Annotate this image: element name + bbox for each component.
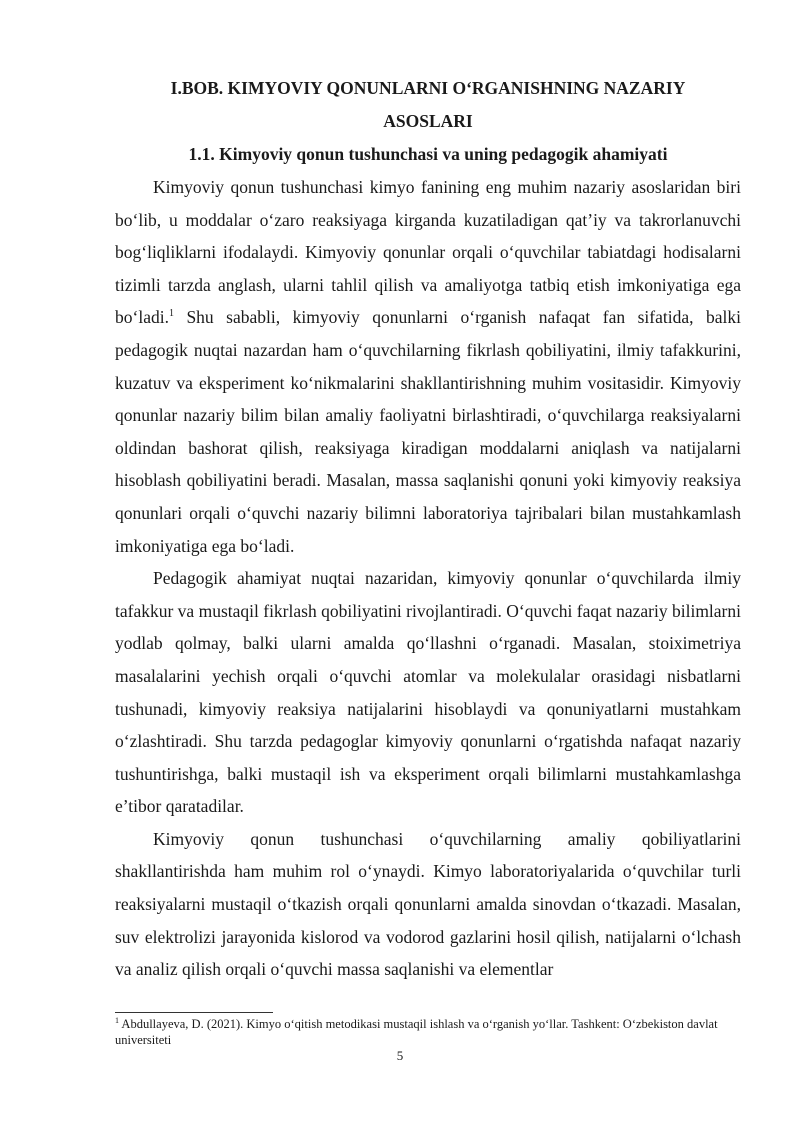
section-title: 1.1. Kimyoviy qonun tushunchasi va uning pedagogik ahamiyati	[188, 144, 668, 164]
paragraph-1-text-before-ref: Kimyoviy qonun tushunchasi kimyo fanining eng muhim nazariy asoslaridan biri bo‘lib, u moddalar o‘zaro reaksiyaga kirganda kuzatiladigan qat’iy va takrorlanuvchi bog‘liqliklarni ifodalaydi. Kimyoviy qonunlar orqali o‘quvchilar tabiatdagi hodisalarni tizimli tarzda anglash, ularni tahlil qilish va amaliyotga tatbiq etish imkoniyatiga ega bo‘ladi.	[115, 177, 741, 328]
footnote	[115, 1016, 741, 1048]
paragraph-1-text-after-ref: Shu sababli, kimyoviy qonunlarni o‘rganish nafaqat fan sifatida, balki pedagogik nuqtai nazardan ham o‘quvchilarning fikrlash qobiliyatini, ilmiy tafakkurini, kuzatuv va eksperiment ko‘nikmalarini shakllantirishning muhim vositasidir. Kimyoviy qonunlar nazariy bilim bilan amaliy faoliyatni birlashtiradi, o‘quvchilarga reaksiyalarni oldindan bashorat qilish, reaksiyaga kiradigan moddalarni aniqlash va natijalarni hisoblash qobiliyatini beradi. Masalan, massa saqlanishi qonuni yoki kimyoviy reaksiya qonunlari orqali o‘quvchi nazariy bilimni laboratoriya tajribalari bilan mustahkamlash imkoniyatiga ega bo‘ladi.	[115, 307, 741, 556]
footnote-text: Abdullayeva, D. (2021). Kimyo o‘qitish metodikasi mustaqil ishlash va o‘rganish yo‘llar. Tashkent: O‘zbekiston davlat universiteti	[115, 1017, 718, 1047]
footnote-reference[interactable]: 1	[168, 308, 174, 320]
paragraph-1	[115, 171, 741, 562]
page-number: 5	[396, 1048, 404, 1063]
paragraph-2: Pedagogik ahamiyat nuqtai nazaridan, kimyoviy qonunlar o‘quvchilarda ilmiy tafakkur va mustaqil fikrlash qobiliyatini rivojlantiradi. O‘quvchi faqat nazariy bilimlarni yodlab qolmay, balki ularni amalda qo‘llashni o‘rganadi. Masalan, stoiximetriya masalalarini yechish orqali o‘quvchi atomlar va molekulalar orasidagi nisbatlarni tushunadi, kimyoviy reaksiya natijalarini hisoblaydi va qonuniyatlarni mustahkam o‘zlashtiradi. Shu tarzda pedagoglar kimyoviy qonunlarni o‘rgatishda nafaqat nazariy tushuntirishga, balki mustaqil ish va eksperiment orqali bilimlarni mustahkamlashga e’tibor qaratadilar.	[115, 568, 741, 817]
page-body	[115, 72, 741, 986]
chapter-title: I.BOB. KIMYOVIY QONUNLARNI O‘RGANISHNING NAZARIY ASOSLARI	[170, 78, 686, 131]
footnote-divider	[115, 1012, 273, 1013]
footnote-number: 1	[115, 1015, 119, 1025]
paragraph-3: Kimyoviy qonun tushunchasi o‘quvchilarning amaliy qobiliyatlarini shakllantirishda ham muhim rol o‘ynaydi. Kimyo laboratoriyalarida o‘quvchilar turli reaksiyalarni mustaqil o‘tkazish orqali qonunlarni amalda sinovdan o‘tkazadi. Masalan, suv elektrolizi jarayonida kislorod va vodorod gazlarini hosil qilish, natijalarni o‘lchash va analiz qilish orqali o‘quvchi massa saqlanishi va elementlar	[115, 828, 741, 980]
